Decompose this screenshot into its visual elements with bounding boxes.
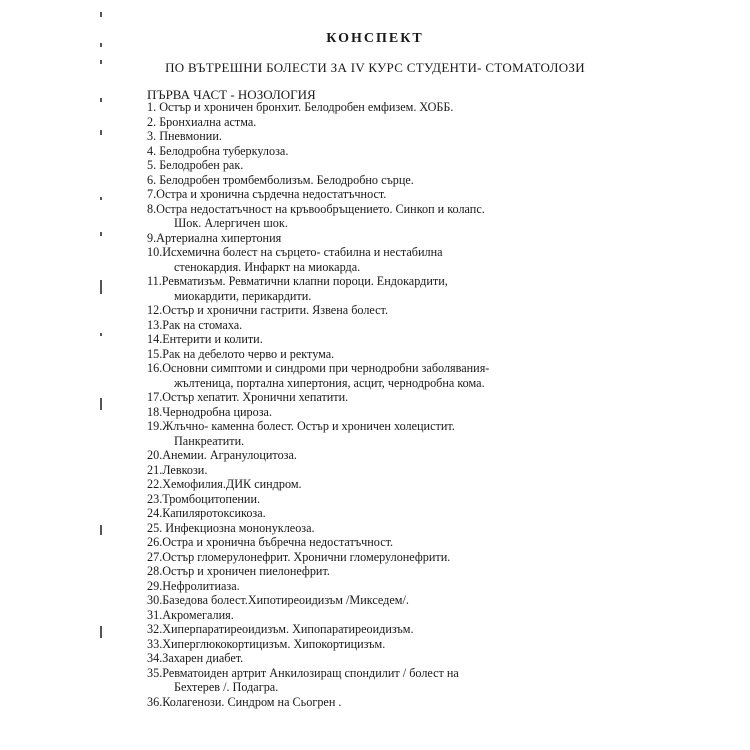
topic-item: 3. Пневмонии. — [147, 129, 222, 143]
scan-edge-marks — [100, 0, 110, 750]
topic-item: 21.Левкози. — [147, 462, 208, 477]
topic-item: 36.Колагенози. Синдром на Сьогрен . — [147, 694, 342, 709]
topic-item: 5. Белодробен рак. — [147, 158, 244, 172]
topic-item: 2. Бронхиална астма. — [147, 114, 257, 129]
topic-item: 19.Жлъчно- каменна болест. Остър и хроничен холецистит. — [147, 419, 455, 433]
topic-item-continuation: миокардити, перикардити. — [174, 288, 312, 303]
topic-item: 16.Основни симптоми и синдроми при чернодробни заболявания- — [147, 361, 490, 375]
topic-item: 6. Белодробен тромбемболизъм. Белодробно сърце. — [147, 172, 414, 187]
topic-item: 13.Рак на стомаха. — [147, 317, 243, 332]
topic-item: 12.Остър и хронични гастрити. Язвена болест. — [147, 303, 388, 317]
topic-item: 9.Артериална хипертония — [147, 230, 282, 245]
topic-item: 33.Хиперглюкокортицизъм. Хипокортицизъм. — [147, 636, 386, 651]
topic-item-continuation: Бехтерев /. Подагра. — [174, 680, 279, 694]
topic-item: 1. Остър и хроничен бронхит. Белодробен емфизем. ХОББ. — [147, 100, 454, 114]
topic-item: 30.Базедова болест.Хипотиреоидизъм /Микседем/. — [147, 593, 409, 607]
topic-item: 10.Исхемична болест на сърцето- стабилна и нестабилна — [147, 245, 443, 259]
topic-item: 34.Захарен диабет. — [147, 651, 244, 665]
topic-item: 24.Капиляротоксикоза. — [147, 506, 266, 520]
topic-list — [147, 100, 617, 709]
topic-item: 28.Остър и хроничен пиелонефрит. — [147, 564, 330, 578]
topic-item: 35.Ревматоиден артрит Анкилозиращ спондилит / болест на — [147, 665, 459, 680]
topic-item: 27.Остър гломерулонефрит. Хронични гломерулонефрити. — [147, 549, 451, 564]
topic-item: 17.Остър хепатит. Хронични хепатити. — [147, 390, 349, 404]
topic-item: 20.Анемии. Агранулоцитоза. — [147, 448, 297, 462]
topic-item: 32.Хиперпаратиреоидизъм. Хипопаратиреоидизъм. — [147, 622, 414, 636]
topic-item: 11.Ревматизъм. Ревматични клапни пороци. Ендокардити, — [147, 274, 448, 288]
topic-item: 22.Хемофилия.ДИК синдром. — [147, 477, 302, 491]
topic-item: 14.Ентерити и колити. — [147, 332, 263, 346]
document-title: КОНСПЕКТ — [326, 31, 424, 46]
topic-item: 18.Чернодробна цироза. — [147, 404, 272, 419]
topic-item: 31.Акромегалия. — [147, 607, 234, 622]
topic-item: 25. Инфекциозна мононуклеоза. — [147, 520, 315, 535]
topic-item-continuation: стенокардия. Инфаркт на миокарда. — [174, 259, 361, 274]
topic-item: 15.Рак на дебелото черво и ректума. — [147, 346, 335, 361]
topic-item: 23.Тромбоцитопении. — [147, 491, 261, 506]
topic-item: 7.Остра и хронична сърдечна недостатъчност. — [147, 187, 387, 201]
topic-item: 8.Остра недостатъчност на кръвообръщението. Синкоп и колапс. — [147, 201, 485, 216]
document-subtitle: ПО ВЪТРЕШНИ БОЛЕСТИ ЗА IV КУРС СТУДЕНТИ- СТОМАТОЛОЗИ — [165, 60, 585, 75]
topic-item-continuation: Панкреатити. — [174, 433, 245, 448]
topic-item: 29.Нефролитиаза. — [147, 578, 240, 593]
topic-item: 26.Остра и хронична бъбречна недостатъчност. — [147, 535, 394, 549]
part-heading: ПЪРВА ЧАСТ - НОЗОЛОГИЯ — [147, 87, 316, 102]
topic-item-continuation: жълтеница, портална хипертония, асцит, чернодробна кома. — [174, 375, 485, 390]
topic-item-continuation: Шок. Алергичен шок. — [174, 216, 288, 230]
topic-item: 4. Белодробна туберкулоза. — [147, 143, 289, 158]
